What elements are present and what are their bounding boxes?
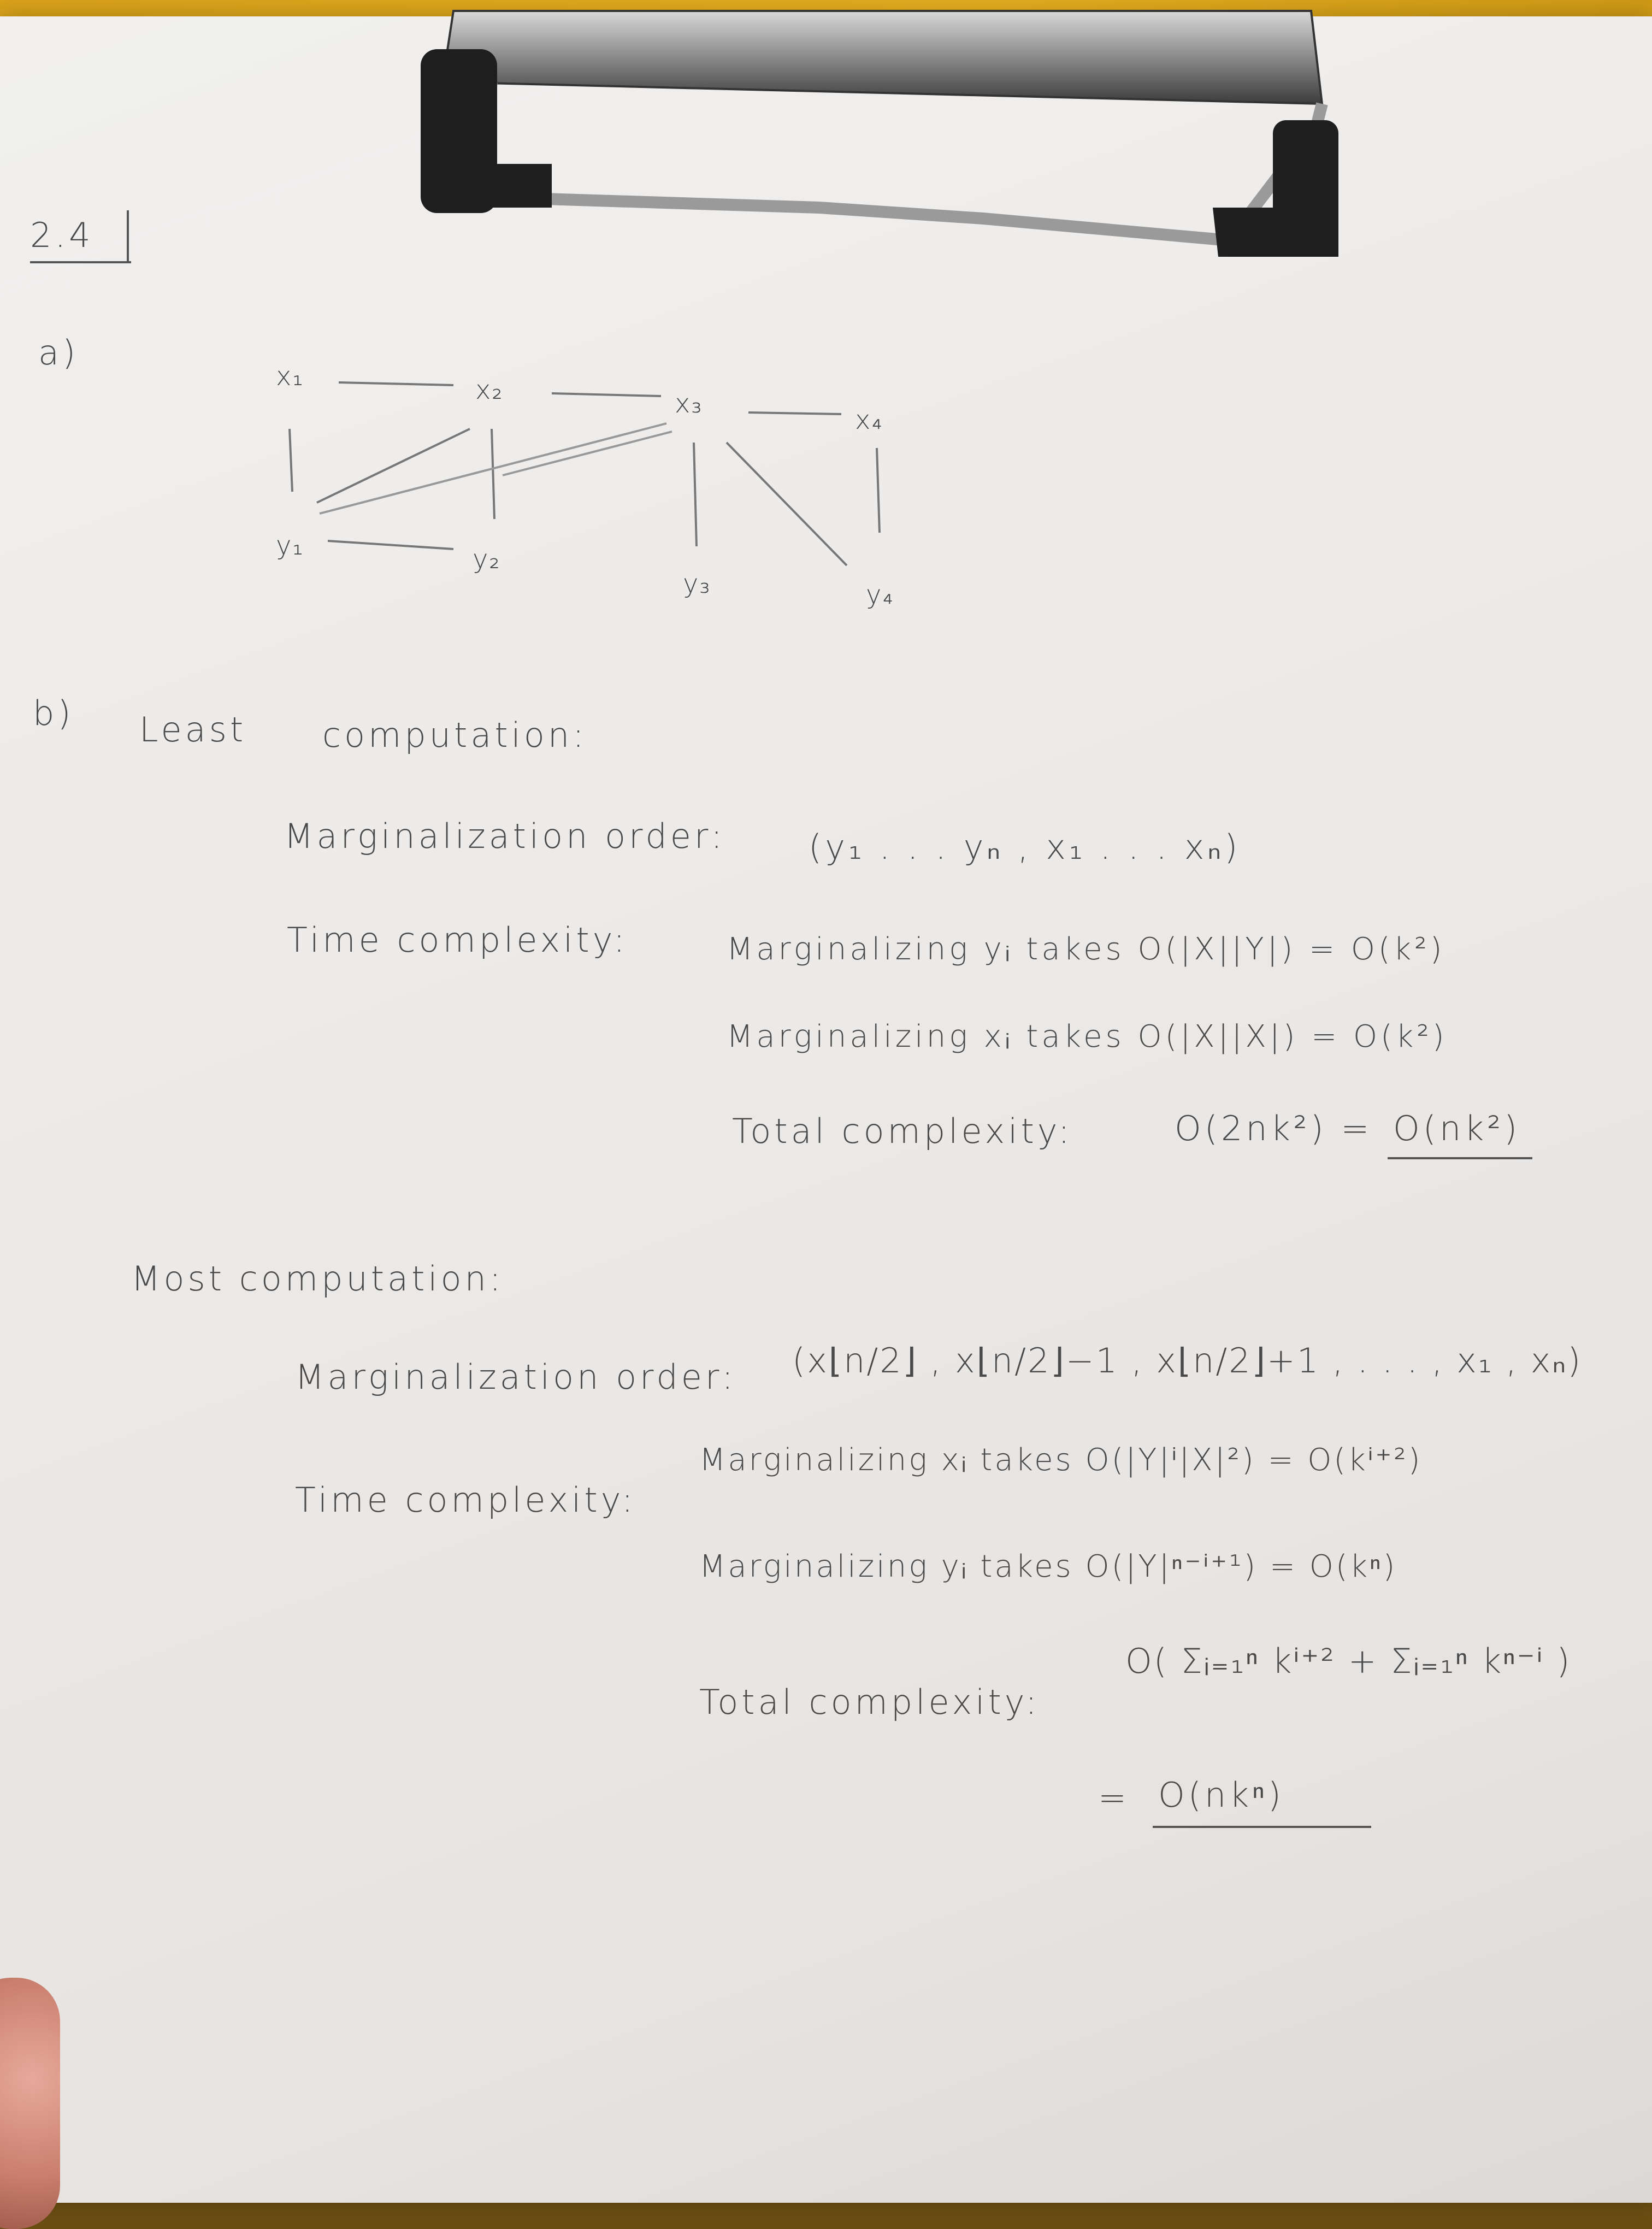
most-equals: = xyxy=(1098,1778,1130,1818)
least-line2: Marginalizing xᵢ takes O(|X||X|) = O(k²) xyxy=(727,1019,1448,1054)
least-total-expr: O(2nk²) = xyxy=(1175,1108,1373,1148)
node-x4: x₄ xyxy=(855,405,883,435)
least-total-label: Total complexity: xyxy=(732,1111,1073,1151)
most-time-label: Time complexity: xyxy=(295,1480,636,1520)
most-total-underline xyxy=(1153,1826,1371,1828)
part-b-label: b) xyxy=(33,693,74,733)
thumb xyxy=(0,1978,60,2229)
edge-x3-x4 xyxy=(748,412,841,414)
node-y3: y₃ xyxy=(683,569,711,599)
part-a-label: a) xyxy=(38,333,79,373)
graph-diagram xyxy=(0,0,1652,656)
problem-number-underline xyxy=(30,261,131,263)
node-y1: y₁ xyxy=(276,530,304,561)
edge-y1-x2 xyxy=(317,429,470,503)
node-y2: y₂ xyxy=(473,544,501,575)
least-time-label: Time complexity: xyxy=(287,920,628,960)
edge-x2-x3 xyxy=(552,393,661,396)
least-line1: Marginalizing yᵢ takes O(|X||Y|) = O(k²) xyxy=(727,931,1446,967)
edge-x3-y3 xyxy=(694,443,697,546)
least-total-result: O(nk²) xyxy=(1393,1108,1521,1148)
node-x3: x₃ xyxy=(675,388,703,419)
most-total-result: O(nkⁿ) xyxy=(1158,1775,1284,1815)
most-line2: Marginalizing yᵢ takes O(|Y|ⁿ⁻ⁱ⁺¹) = O(kⁿ) xyxy=(699,1549,1397,1584)
most-total-label: Total complexity: xyxy=(699,1682,1040,1722)
edge-x1-y1 xyxy=(290,429,292,492)
least-heading-word: Least xyxy=(139,710,247,750)
most-total-expr: O( Σᵢ₌₁ⁿ kⁱ⁺² + Σᵢ₌₁ⁿ kⁿ⁻ⁱ ) xyxy=(1125,1641,1572,1681)
most-line1: Marginalizing xᵢ takes O(|Y|ⁱ|X|²) = O(kⁱ⁺²) xyxy=(699,1442,1423,1478)
problem-number: 2.4 xyxy=(30,215,94,255)
edge-x3-y4 xyxy=(727,443,847,565)
edge-y1-y2 xyxy=(328,541,453,549)
node-x2: x₂ xyxy=(475,375,504,405)
edge-x1-x2 xyxy=(339,382,453,385)
node-y4: y₄ xyxy=(866,580,894,610)
node-x1: x₁ xyxy=(276,361,304,392)
most-order-value: (x⌊n/2⌋ , x⌊n/2⌋−1 , x⌊n/2⌋+1 , . . . , x₁ , xₙ) xyxy=(792,1341,1583,1381)
most-heading: Most computation: xyxy=(131,1259,504,1299)
least-order-value: (y₁ . . . yₙ , x₁ . . . xₙ) xyxy=(809,827,1241,867)
edge-x4-y4 xyxy=(877,448,880,533)
problem-number-bracket xyxy=(127,210,129,262)
least-heading-rest: computation: xyxy=(322,715,588,755)
edge-y2-x3 xyxy=(503,432,672,475)
edge-x2-y2 xyxy=(492,429,494,519)
least-order-label: Marginalization order: xyxy=(284,816,726,856)
least-total-underline xyxy=(1388,1157,1532,1159)
most-order-label: Marginalization order: xyxy=(295,1357,737,1397)
